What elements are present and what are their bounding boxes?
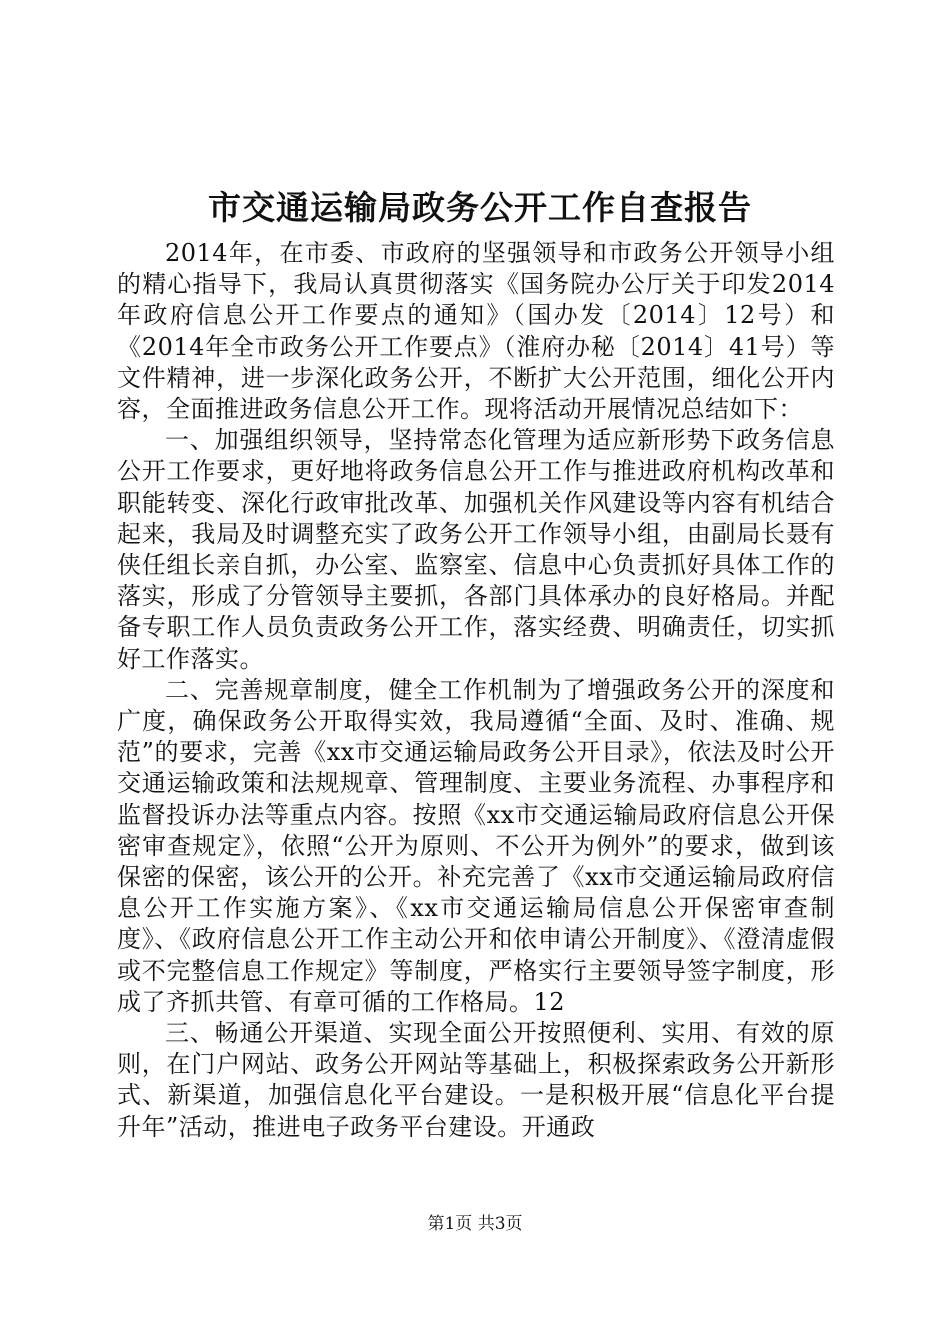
page-number-footer: 第1页 共3页	[427, 1214, 523, 1234]
paragraph-section-2: 二、完善规章制度，健全工作机制为了增强政务公开的深度和广度，确保政务公开取得实效，我局遵循“全面、及时、准确、规范”的要求，完善《xx市交通运输局政务公开目录》，依法及时公开交通运输政策和法规规章、管理制度、主要业务流程、办事程序和监督投诉办法等重点内容。按照《xx市交通运输局政府信息公开保密审查规定》，依照“公开为原则、不公开为例外”的要求，做到该保密的保密，该公开的公开。补充完善了《xx市交通运输局政府信息公开工作实施方案》、《xx市交通运输局信息公开保密审查制度》、《政府信息公开工作主动公开和依申请公开制度》、《澄清虚假或不完整信息工作规定》等制度，严格实行主要领导签字制度，形成了齐抓共管、有章可循的工作格局。12	[117, 675, 835, 1016]
document-body	[117, 238, 835, 1143]
paragraph-section-1: 一、加强组织领导，坚持常态化管理为适应新形势下政务信息公开工作要求，更好地将政务信息公开工作与推进政府机构改革和职能转变、深化行政审批改革、加强机关作风建设等内容有机结合起来，我局及时调整充实了政务公开工作领导小组，由副局长聂有侠任组长亲自抓，办公室、监察室、信息中心负责抓好具体工作的落实，形成了分管领导主要抓，各部门具体承办的良好格局。并配备专职工作人员负责政务公开工作，落实经费、明确责任，切实抓好工作落实。	[117, 426, 835, 673]
document-title: 市交通运输局政务公开工作自查报告	[208, 188, 752, 227]
paragraph-intro: 2014年，在市委、市政府的坚强领导和市政务公开领导小组的精心指导下，我局认真贯彻落实《国务院办公厅关于印发2014年政府信息公开工作要点的通知》（国办发〔2014〕12号）和《2014年全市政务公开工作要点》（淮府办秘〔2014〕41号）等文件精神，进一步深化政务公开，不断扩大公开范围，细化公开内容，全面推进政务信息公开工作。现将活动开展情况总结如下：	[117, 239, 835, 424]
paragraph-section-3: 三、畅通公开渠道、实现全面公开按照便利、实用、有效的原则，在门户网站、政务公开网站等基础上，积极探索政务公开新形式、新渠道，加强信息化平台建设。一是积极开展“信息化平台提升年”活动，推进电子政务平台建设。开通政	[117, 1019, 835, 1141]
